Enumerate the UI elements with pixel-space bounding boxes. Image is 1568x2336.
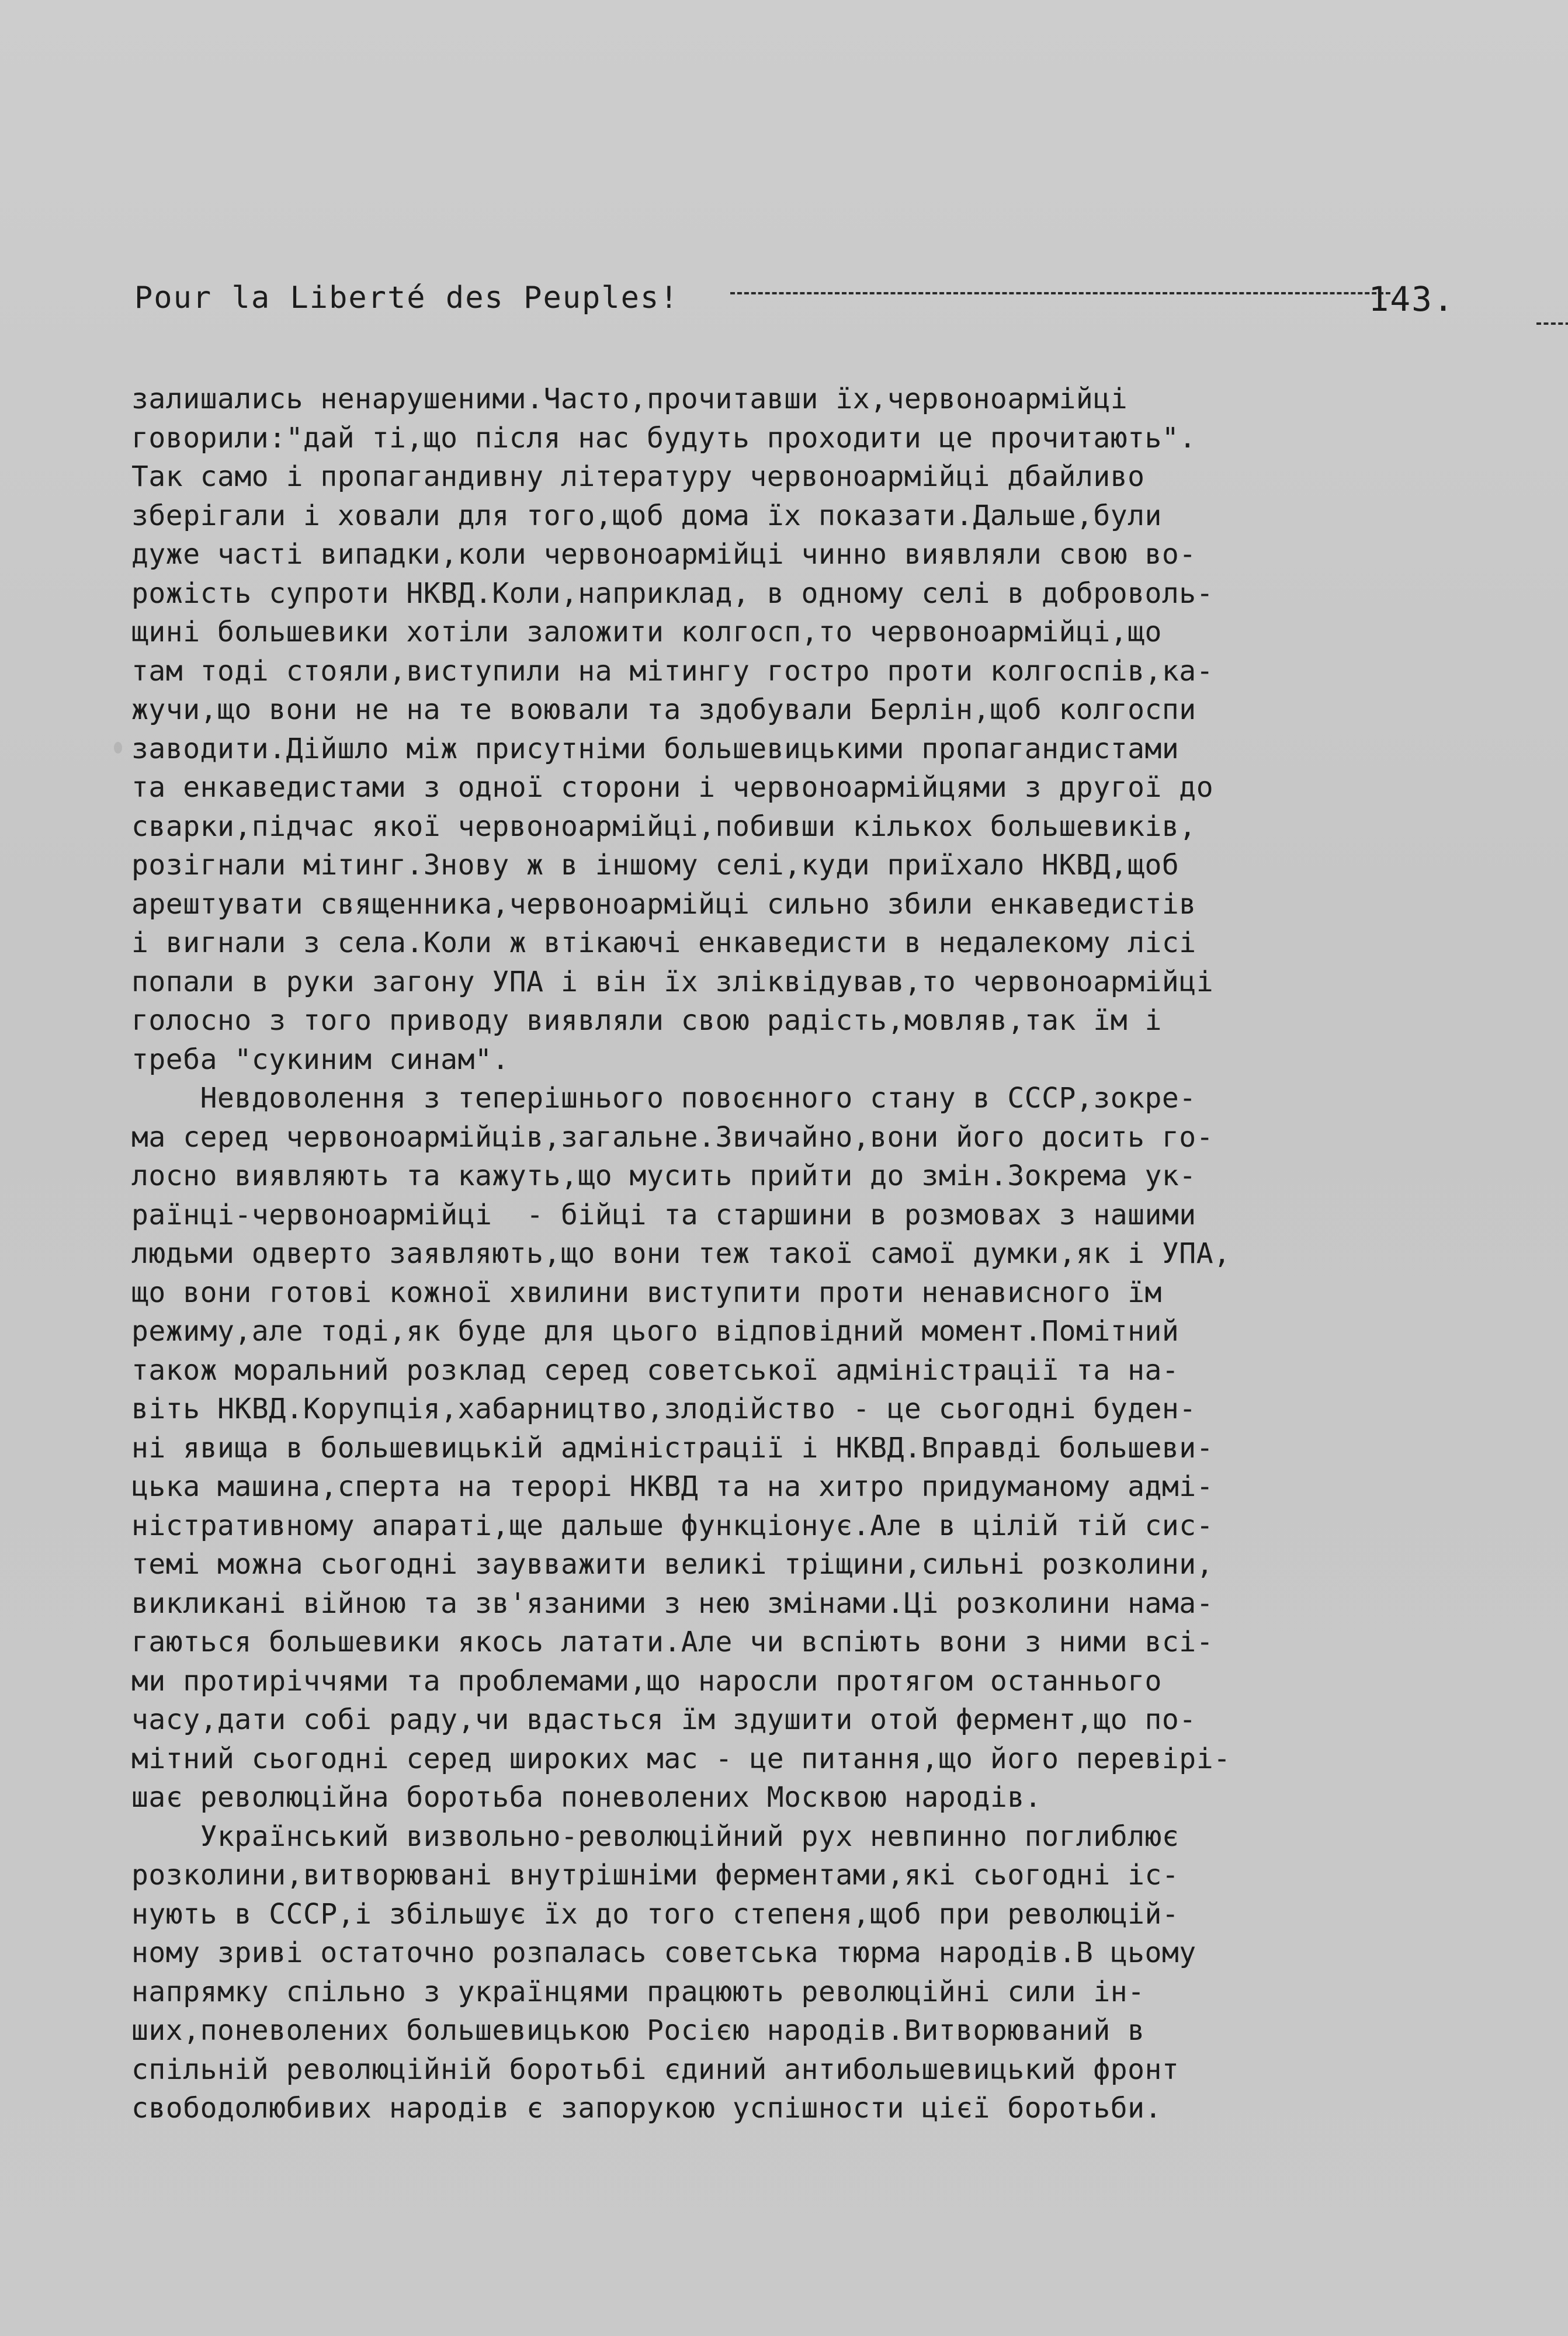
text-line: мітний сьогодні серед широких мас - це питання,що його перевірі- — [131, 1742, 1231, 1775]
text-line: також моральний розклад серед советської адміністрації та на- — [131, 1353, 1180, 1387]
text-line: говорили:"дай ті,що після нас будуть проходити це прочитають". — [131, 421, 1196, 454]
text-line: заводити.Дійшло між присутніми большевицькими пропагандистами — [131, 732, 1180, 765]
text-line: ному зриві остаточно розпалась советська тюрма народів.В цьому — [131, 1936, 1196, 1969]
text-line: залишались ненарушеними.Часто,прочитавши їх,червоноармійці — [131, 383, 1128, 415]
text-line: Так само і пропагандивну літературу червоноармійці дбайливо — [131, 460, 1145, 493]
text-line: нують в СССР,і збільшує їх до того степеня,щоб при революцій- — [131, 1897, 1180, 1931]
body-text — [131, 380, 1446, 2128]
text-line: дуже часті випадки,коли червоноармійці чинно виявляли свою во- — [131, 538, 1196, 571]
text-line: ма серед червоноармійців,загальне.Звичайно,вони його досить го- — [131, 1120, 1214, 1154]
page-number: 143. — [1368, 279, 1455, 319]
ink-speck — [114, 742, 122, 754]
text-line: щині большевики хотіли заложити колгосп,то червоноармійці,що — [131, 616, 1162, 648]
text-line: режиму,але тоді,як буде для цього відповідний момент.Помітний — [131, 1315, 1180, 1348]
text-line: рожість супроти НКВД.Коли,наприклад, в одному селі в доброволь- — [131, 577, 1214, 610]
page-number-rule — [1536, 322, 1568, 325]
text-line: ністративному апараті,ще дальше функціонує.Але в цілій тій сис- — [131, 1509, 1214, 1542]
header-dashed-rule — [730, 292, 1390, 297]
text-line: цька машина,сперта на терорі НКВД та на хитро придуманому адмі- — [131, 1470, 1214, 1503]
text-line: раїнці-червоноармійці - бійці та старшини в розмовах з нашими — [131, 1198, 1196, 1231]
text-line: людьми одверто заявляють,що вони теж такої самої думки,як і УПА, — [131, 1237, 1231, 1270]
text-line: свободолюбивих народів є запорукою успішности цієї боротьби. — [131, 2092, 1162, 2125]
text-line: лосно виявляють та кажуть,що мусить прийти до змін.Зокрема ук- — [131, 1160, 1196, 1192]
text-line: гаються большевики якось латати.Але чи вспіють вони з ними всі- — [131, 1626, 1214, 1658]
text-line: розігнали мітинг.Знову ж в іншому селі,куди приїхало НКВД,щоб — [131, 849, 1180, 881]
text-line: часу,дати собі раду,чи вдасться їм здушити отой фермент,що по- — [131, 1703, 1196, 1736]
text-line: що вони готові кожної хвилини виступити проти ненависного їм — [131, 1276, 1162, 1309]
text-line: викликані війною та зв'язаними з нею змінами.Ці розколини нама- — [131, 1587, 1214, 1620]
text-line: жучи,що вони не на те воювали та здобували Берлін,щоб колгоспи — [131, 693, 1196, 726]
header-title: Pour la Liberté des Peuples! — [134, 280, 679, 315]
text-line: Невдоволення з теперішнього повоєнного стану в СССР,зокре- — [131, 1082, 1196, 1115]
text-line: Український визвольно-революційний рух невпинно поглиблює — [131, 1820, 1180, 1853]
text-line: ні явища в большевицькій адміністрації і НКВД.Вправді большеви- — [131, 1431, 1214, 1464]
text-line: та енкаведистами з одної сторони і червоноармійцями з другої до — [131, 771, 1214, 804]
text-line: шає революційна боротьба поневолених Москвою народів. — [131, 1781, 1042, 1814]
text-line: розколини,витворювані внутрішніми ферментами,які сьогодні іс- — [131, 1859, 1180, 1891]
text-line: попали в руки загону УПА і він їх зліквідував,то червоноармійці — [131, 965, 1214, 998]
text-line: віть НКВД.Корупція,хабарництво,злодійство - це сьогодні буден- — [131, 1393, 1196, 1425]
text-line: голосно з того приводу виявляли свою радість,мовляв,так їм і — [131, 1004, 1162, 1037]
text-line: темі можна сьогодні заувважити великі тріщини,сильні розколини, — [131, 1548, 1214, 1581]
text-line: ших,поневолених большевицькою Росією народів.Витворюваний в — [131, 2014, 1145, 2047]
text-line: напрямку спільно з українцями працюють революційні сили ін- — [131, 1975, 1145, 2008]
text-line: арештувати священника,червоноармійці сильно збили енкаведистів — [131, 887, 1196, 921]
text-line: там тоді стояли,виступили на мітингу гостро проти колгоспів,ка- — [131, 654, 1214, 688]
text-line: треба "сукиним синам". — [131, 1043, 509, 1076]
text-line: зберігали і ховали для того,щоб дома їх показати.Дальше,були — [131, 499, 1162, 532]
page-header — [134, 275, 1455, 339]
text-line: сварки,підчас якої червоноармійці,побивши кількох большевиків, — [131, 810, 1196, 843]
text-line: і вигнали з села.Коли ж втікаючі енкаведисти в недалекому лісі — [131, 926, 1196, 959]
ink-speck — [217, 1092, 228, 1101]
text-line: спільній революційній боротьбі єдиний антибольшевицький фронт — [131, 2053, 1180, 2086]
text-line: ми протиріччями та проблемами,що наросли протягом останнього — [131, 1664, 1162, 1698]
